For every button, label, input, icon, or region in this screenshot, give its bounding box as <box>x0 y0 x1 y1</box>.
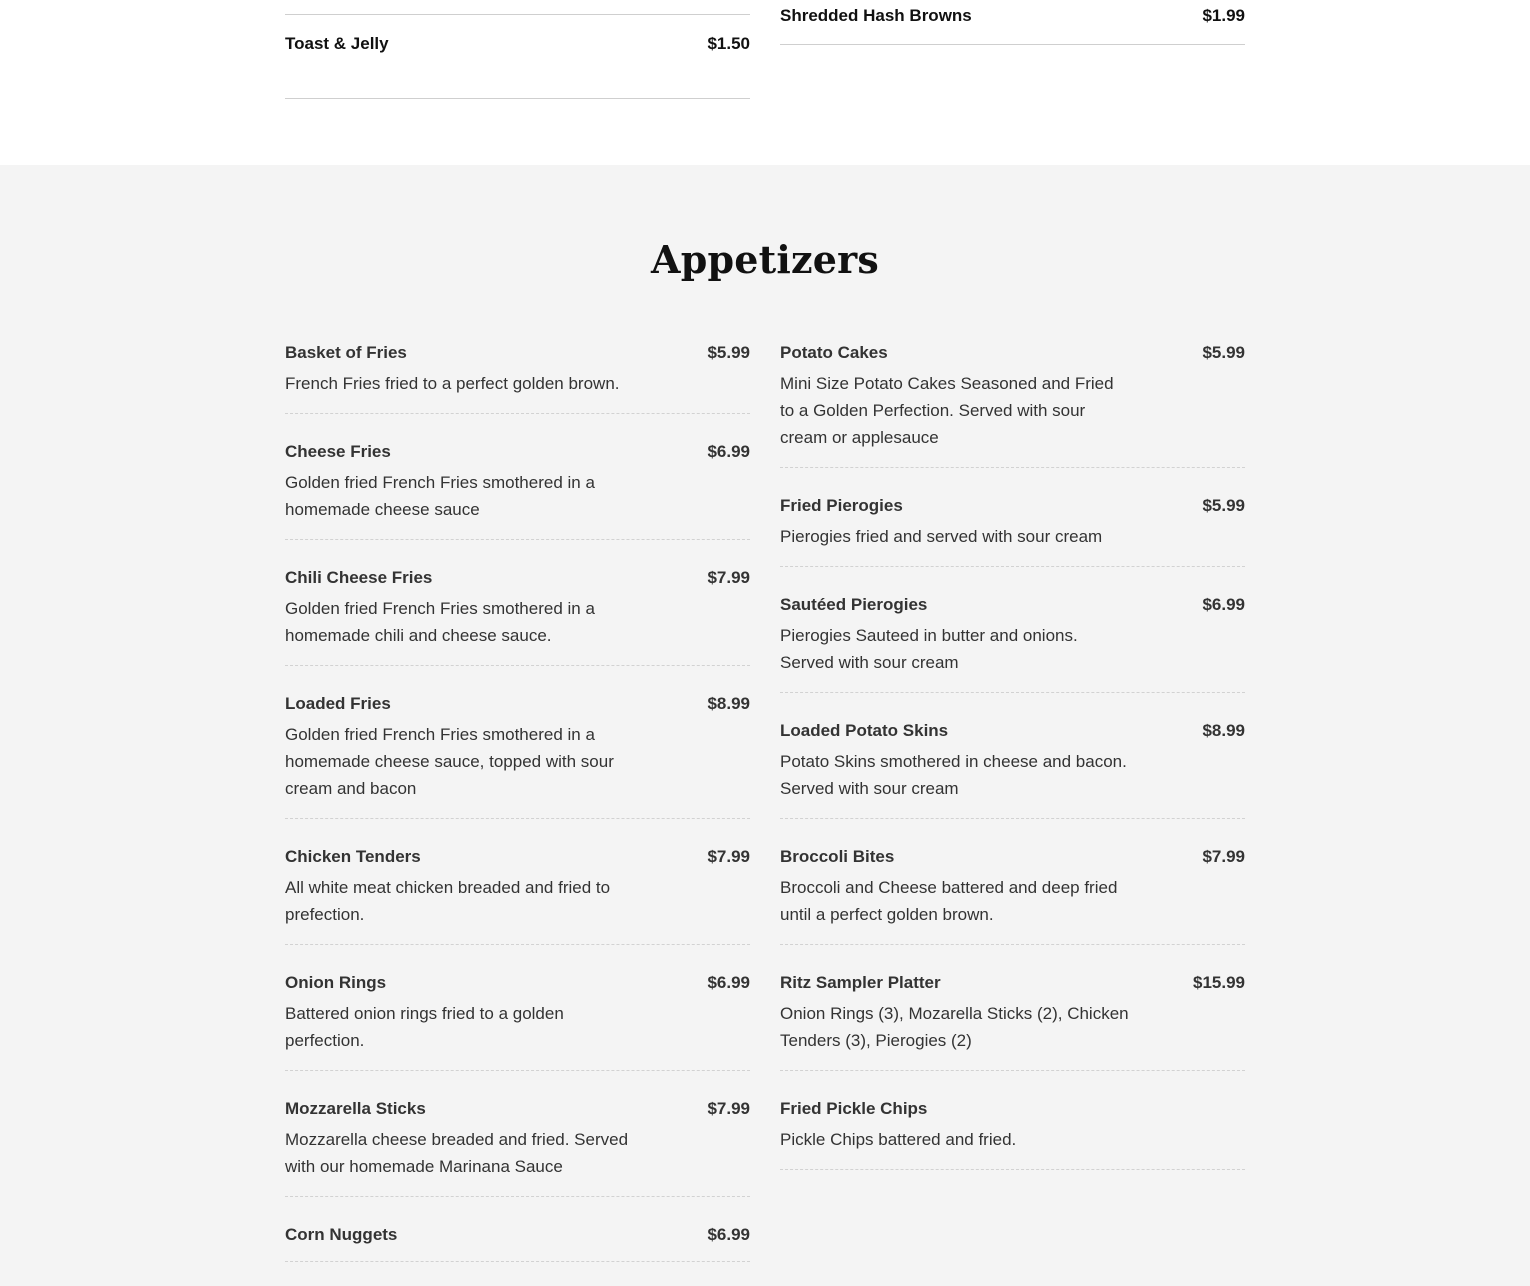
menu-item <box>285 34 750 54</box>
menu-item-name: Onion Rings <box>285 973 387 992</box>
menu-item-price: $6.99 <box>707 973 750 992</box>
menu-item-price: $1.99 <box>1202 6 1245 25</box>
menu-item-price: $7.99 <box>1202 847 1245 866</box>
menu-item-description: Pierogies Sauteed in butter and onions. Served with sour cream <box>780 626 1078 672</box>
menu-item-price: $1.50 <box>707 34 750 53</box>
menu-item-name: Fried Pickle Chips <box>780 1099 928 1118</box>
menu-item <box>285 438 750 540</box>
menu-item-name: Potato Cakes <box>780 343 888 362</box>
menu-item-name: Broccoli Bites <box>780 847 895 866</box>
menu-item-price: $6.99 <box>707 442 750 461</box>
menu-column-right <box>780 0 1245 45</box>
menu-item-name: Sautéed Pierogies <box>780 595 928 614</box>
menu-item-description: Pierogies fried and served with sour cream <box>780 527 1103 546</box>
menu-item-name: Chicken Tenders <box>285 847 421 866</box>
menu-item <box>780 969 1245 1071</box>
menu-item-description: Onion Rings (3), Mozarella Sticks (2), Chicken Tenders (3), Pierogies (2) <box>780 1004 1129 1050</box>
menu-item-name: Mozzarella Sticks <box>285 1099 426 1118</box>
menu-item-price: $5.99 <box>1202 343 1245 362</box>
menu-item-description: Potato Skins smothered in cheese and bacon. Served with sour cream <box>780 752 1127 798</box>
menu-item <box>285 690 750 819</box>
menu-item-name: Cheese Fries <box>285 442 391 461</box>
menu-item-description: All white meat chicken breaded and fried to prefection. <box>285 878 611 924</box>
menu-item-description: Pickle Chips battered and fried. <box>780 1130 1017 1149</box>
menu-item-price: $7.99 <box>707 568 750 587</box>
menu-item <box>780 591 1245 693</box>
menu-item <box>285 339 750 414</box>
divider <box>780 44 1245 45</box>
menu-column-left <box>285 0 750 99</box>
menu-column-right <box>780 339 1245 1194</box>
menu-item-description: Golden fried French Fries smothered in a homemade cheese sauce, topped with sour cream and bacon <box>285 725 614 798</box>
menu-item-description: Golden fried French Fries smothered in a homemade cheese sauce <box>285 473 595 519</box>
menu-item-description: Broccoli and Cheese battered and deep fried until a perfect golden brown. <box>780 878 1118 924</box>
menu-item-description: Golden fried French Fries smothered in a homemade chili and cheese sauce. <box>285 599 595 645</box>
menu-item-name: Toast & Jelly <box>285 34 389 53</box>
menu-item <box>285 564 750 666</box>
menu-item-price: $5.99 <box>707 343 750 362</box>
menu-item-price: $8.99 <box>1202 721 1245 740</box>
menu-item-description: Battered onion rings fried to a golden perfection. <box>285 1004 564 1050</box>
menu-item <box>285 1221 750 1262</box>
menu-item-name: Loaded Potato Skins <box>780 721 949 740</box>
menu-item-price: $5.99 <box>1202 496 1245 515</box>
menu-column-left <box>285 339 750 1286</box>
menu-item-name: Basket of Fries <box>285 343 407 362</box>
menu-item-description: Mozzarella cheese breaded and fried. Served with our homemade Marinana Sauce <box>285 1130 629 1176</box>
divider <box>285 14 750 15</box>
menu-item-price: $6.99 <box>1202 595 1245 614</box>
menu-item <box>780 339 1245 468</box>
menu-item-name: Ritz Sampler Platter <box>780 973 941 992</box>
menu-item-price: $15.99 <box>1193 973 1245 992</box>
menu-item-name: Loaded Fries <box>285 694 391 713</box>
menu-item-description: French Fries fried to a perfect golden brown. <box>285 374 620 393</box>
menu-item <box>780 492 1245 567</box>
menu-item <box>285 969 750 1071</box>
menu-item <box>780 6 1245 26</box>
section-title: Appetizers <box>651 237 879 282</box>
menu-item <box>285 1095 750 1197</box>
menu-item <box>285 843 750 945</box>
menu-item-price: $7.99 <box>707 847 750 866</box>
breakfast-sides-section <box>0 0 1530 165</box>
divider <box>285 98 750 99</box>
menu-item-name: Fried Pierogies <box>780 496 903 515</box>
menu-item <box>780 843 1245 945</box>
menu-item-price: $8.99 <box>707 694 750 713</box>
menu-item-price: $7.99 <box>707 1099 750 1118</box>
menu-item <box>780 717 1245 819</box>
menu-item-name: Corn Nuggets <box>285 1225 398 1244</box>
menu-item <box>780 1095 1245 1170</box>
menu-item-name: Chili Cheese Fries <box>285 568 433 587</box>
menu-item-name: Shredded Hash Browns <box>780 6 972 25</box>
menu-item-price: $6.99 <box>707 1225 750 1244</box>
appetizers-section <box>0 165 1530 1244</box>
menu-item-description: Mini Size Potato Cakes Seasoned and Fried to a Golden Perfection. Served with sour cream or applesauce <box>780 374 1114 447</box>
